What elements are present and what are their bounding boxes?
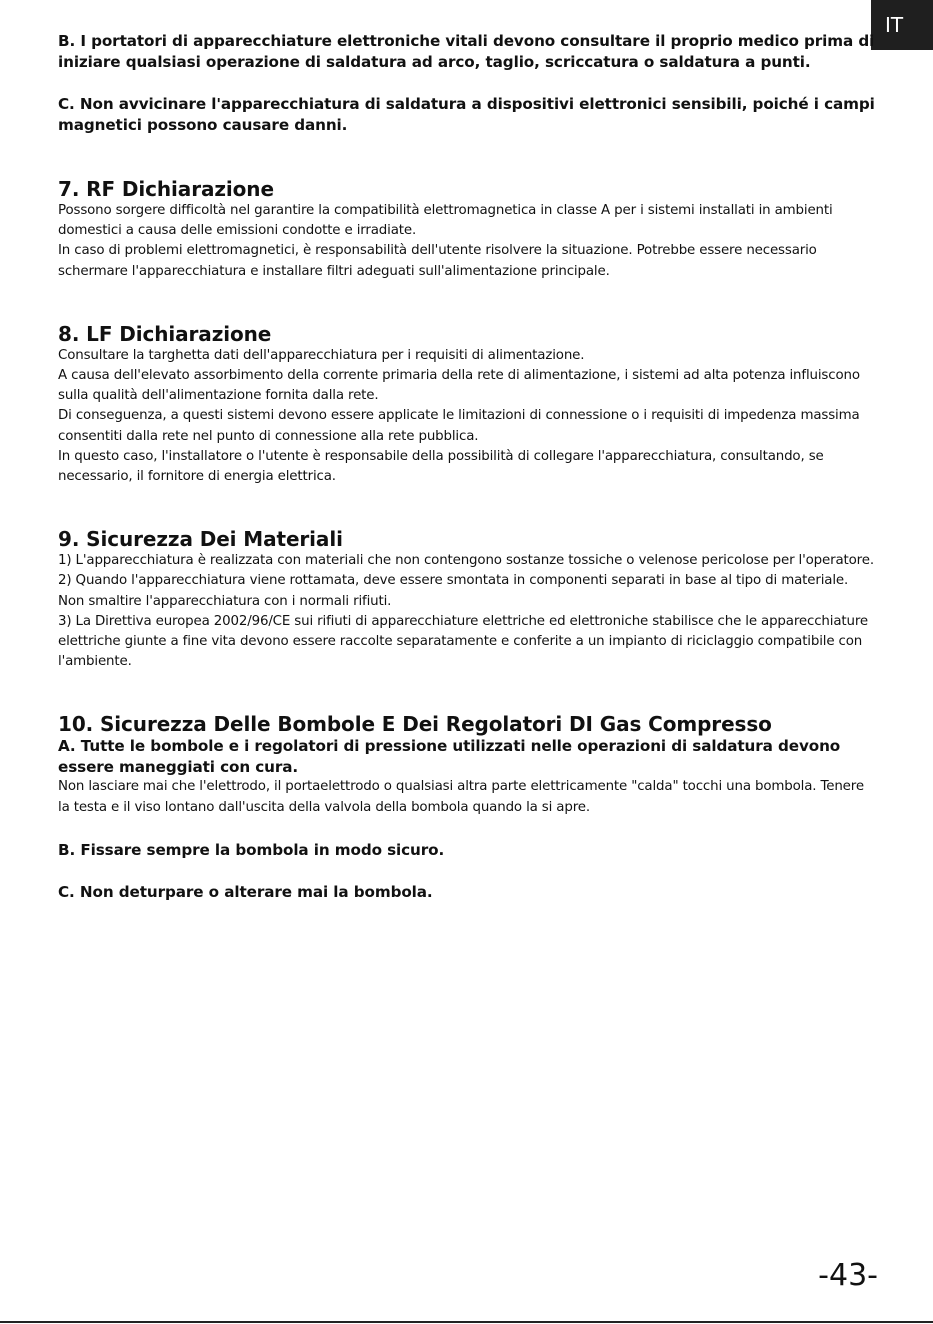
materials-item-2: 2) Quando l'apparecchiatura viene rottamata, deve essere smontata in componenti separati in base al tipo di materiale. Non smaltire l'apparecchiatura con i normali rifiuti.	[58, 573, 849, 609]
lf-paragraph-3: Di conseguenza, a questi sistemi devono essere applicate le limitazioni di connessione o i requisiti di impedenza massima consentiti dalla rete nel punto di connessione alla rete pubblica.	[58, 408, 860, 444]
cylinders-handle-detail: Non lasciare mai che l'elettrodo, il portaelettrodo o qualsiasi altra parte elettricamente "calda" tocchi una bombola. Tenere la testa e il viso lontano dall'uscita della valvola della bombola quando la si apre.	[58, 779, 864, 815]
cylinders-secure-warning: B. Fissare sempre la bombola in modo sicuro.	[58, 840, 445, 859]
rf-paragraph-1: Possono sorgere difficoltà nel garantire la compatibilità elettromagnetica in classe A per i sistemi installati in ambienti domestici a causa delle emissioni condotte e irradiate.	[58, 203, 833, 239]
page-content	[58, 31, 878, 903]
rf-declaration-title: 7. RF Dichiarazione	[58, 177, 274, 201]
pacemaker-warning: B. I portatori di apparecchiature elettroniche vitali devono consultare il proprio medico prima di iniziare qualsiasi operazione di saldatura ad arco, taglio, scriccatura o saldatura a punti.	[58, 32, 875, 71]
lf-declaration-section	[58, 322, 878, 487]
rf-paragraph-2: In caso di problemi elettromagnetici, è responsabilità dell'utente risolvere la situazione. Potrebbe essere necessario schermare l'apparecchiatura e installare filtri adeguati sull'alimentazione principale.	[58, 243, 817, 279]
lf-paragraph-4: In questo caso, l'installatore o l'utente è responsabile della possibilità di collegare l'apparecchiatura, consultando, se necessario, il fornitore di energia elettrica.	[58, 448, 824, 485]
materials-item-1: 1) L'apparecchiatura è realizzata con materiali che non contengono sostanze tossiche o velenose pericolose per l'operatore.	[58, 553, 874, 569]
language-tab: IT	[871, 0, 933, 50]
page-number: -43-	[818, 1258, 878, 1293]
materials-safety-title: 9. Sicurezza Dei Materiali	[58, 527, 343, 552]
gas-cylinders-section	[58, 712, 878, 902]
cylinders-handle-warning: A. Tutte le bombole e i regolatori di pressione utilizzati nelle operazioni di saldatura devono essere maneggiati con cura.	[58, 737, 841, 776]
rf-declaration-section	[58, 177, 878, 282]
sensitive-devices-warning: C. Non avvicinare l'apparecchiatura di saldatura a dispositivi elettronici sensibili, poiché i campi magnetici possono causare danni.	[58, 95, 875, 134]
materials-safety-section	[58, 527, 878, 672]
gas-cylinders-title: 10. Sicurezza Delle Bombole E Dei Regolatori DI Gas Compresso	[58, 712, 772, 737]
lf-paragraph-1: Consultare la targhetta dati dell'apparecchiatura per i requisiti di alimentazione.	[58, 347, 585, 363]
lf-declaration-title: 8. LF Dichiarazione	[58, 321, 272, 346]
bottom-rule	[0, 1321, 933, 1323]
materials-item-3: 3) La Direttiva europea 2002/96/CE sui rifiuti di apparecchiature elettriche ed elettroniche stabilisce che le apparecchiature elettriche giunte a fine vita devono essere raccolte separatamente e conferite a un impianto di riciclaggio compatibile con l'ambiente.	[58, 613, 868, 670]
lf-paragraph-2: A causa dell'elevato assorbimento della corrente primaria della rete di alimentazione, i sistemi ad alta potenza influiscono sulla qualità dell'alimentazione fornita dalla rete.	[58, 368, 860, 404]
cylinders-alter-warning: C. Non deturpare o alterare mai la bombola.	[58, 883, 433, 902]
